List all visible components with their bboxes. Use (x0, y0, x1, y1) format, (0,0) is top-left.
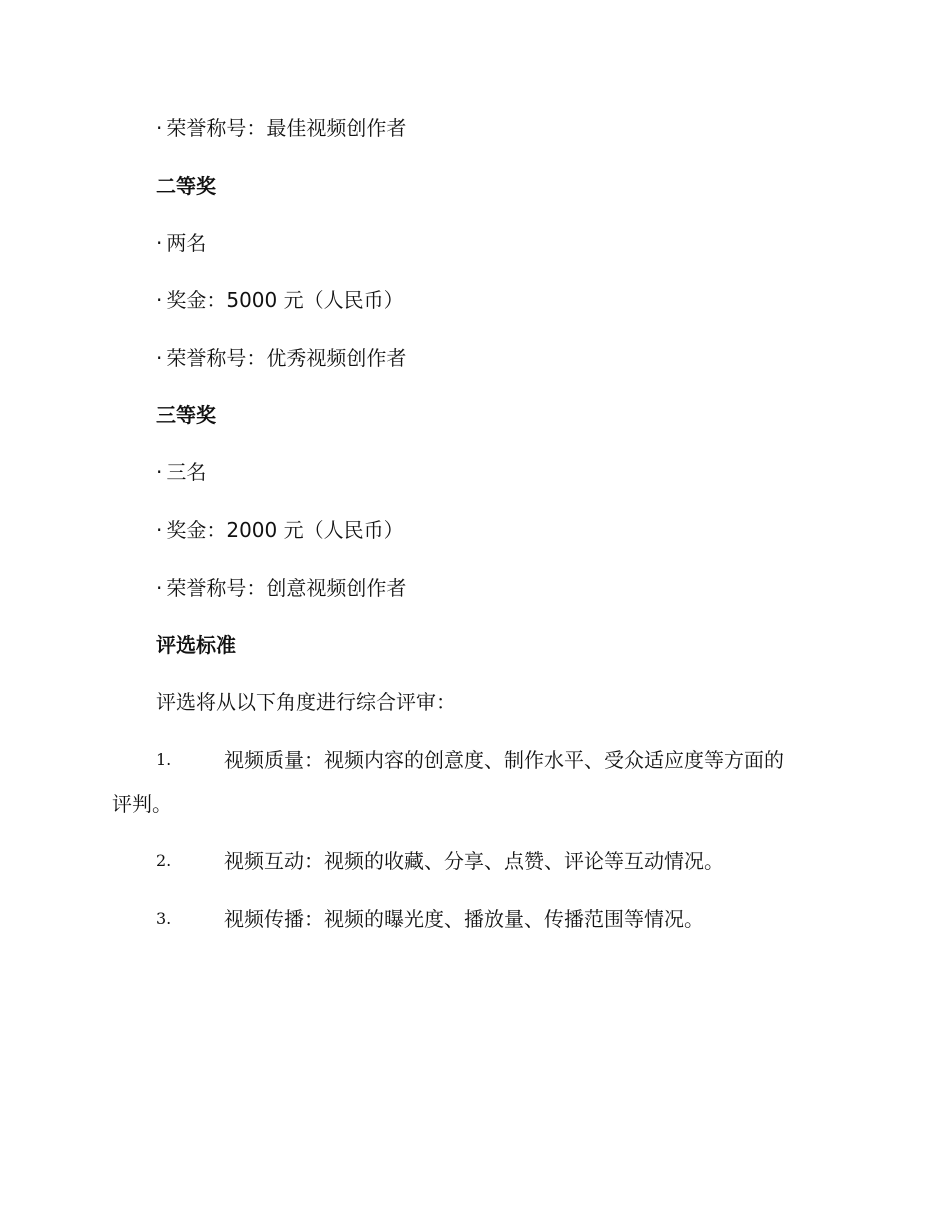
bullet-dot: · (156, 518, 163, 542)
bullet-text: 两名 (166, 231, 207, 255)
heading-third-prize: 三等奖 (156, 403, 216, 427)
bullet-second-count (156, 229, 206, 257)
bullet-dot: · (156, 288, 163, 312)
bullet-text: 奖金：2000 元（人民币） (166, 518, 404, 542)
bullet-second-prize-money (156, 286, 404, 314)
heading-criteria: 评选标准 (156, 633, 236, 657)
bullet-third-honor-title (156, 574, 406, 602)
bullet-text: 奖金：5000 元（人民币） (166, 288, 404, 312)
list-item-text: 视频互动：视频的收藏、分享、点赞、评论等互动情况。 (224, 849, 724, 873)
bullet-dot: · (156, 231, 163, 255)
list-number: 1. (156, 750, 172, 769)
bullet-text: 荣誉称号：优秀视频创作者 (166, 346, 407, 370)
bullet-dot: · (156, 116, 163, 140)
bullet-text: 荣誉称号：创意视频创作者 (166, 576, 407, 600)
bullet-text: 荣誉称号：最佳视频创作者 (166, 116, 407, 140)
heading-second-prize: 二等奖 (156, 174, 216, 198)
bullet-third-count (156, 458, 206, 486)
bullet-second-honor-title (156, 344, 406, 372)
bullet-dot: · (156, 346, 163, 370)
bullet-dot: · (156, 576, 163, 600)
criteria-intro: 评选将从以下角度进行综合评审： (156, 690, 456, 714)
list-number: 3. (156, 909, 172, 928)
list-number: 2. (156, 851, 172, 870)
list-item-text: 视频质量：视频内容的创意度、制作水平、受众适应度等方面的 (224, 748, 784, 772)
bullet-dot: · (156, 460, 163, 484)
bullet-text: 三名 (166, 460, 207, 484)
list-item-text: 视频传播：视频的曝光度、播放量、传播范围等情况。 (224, 907, 704, 931)
list-item-continuation: 评判。 (112, 792, 172, 816)
bullet-third-prize-money (156, 516, 404, 544)
bullet-honor-title-first (156, 114, 406, 142)
